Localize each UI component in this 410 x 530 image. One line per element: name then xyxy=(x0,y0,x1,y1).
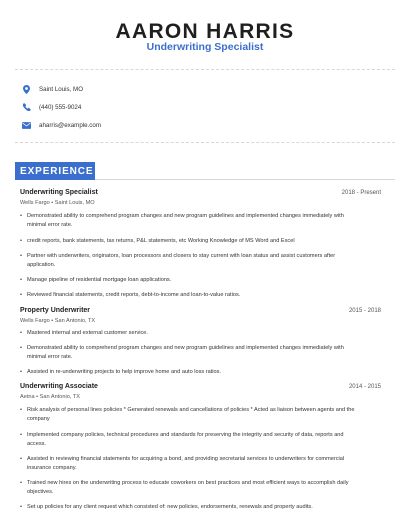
header-divider xyxy=(15,69,395,70)
resume-title: Underwriting Specialist xyxy=(146,41,264,53)
job-bullet: • Demonstrated ability to comprehend program changes and new program guidelines and implemented changes immediately with minimal error rate. xyxy=(20,345,344,360)
contact-location-text: Saint Louis, MO xyxy=(39,85,84,93)
job-title: Underwriting Associate xyxy=(20,383,98,390)
job-dates: 2015 - 2018 xyxy=(348,308,381,314)
contact-divider xyxy=(15,142,395,143)
section-rule xyxy=(95,179,395,180)
job-bullet: • Implemented company policies, technical procedures and standards for preserving the integrity and security of data, reports and access. xyxy=(20,432,344,447)
phone-icon xyxy=(22,103,31,112)
job-meta: Wells Fargo • San Antonio, TX xyxy=(20,318,96,324)
job-dates: 2018 - Present xyxy=(341,190,381,196)
contact-location xyxy=(22,83,83,95)
job-bullet: • Partner with underwriters, originators, loan processors and closers to stay current with loan status and assist customers after application. xyxy=(20,253,336,268)
job-title: Property Underwriter xyxy=(20,307,91,314)
job-bullet: • Mastered internal and external customer service. xyxy=(20,330,148,336)
job-bullet: • Assisted in reviewing financial statements for acquiring a bond, and providing secretarial services to underwriters for commercial insurance company. xyxy=(20,456,345,471)
job-meta: Aetna • San Antonio, TX xyxy=(20,394,81,400)
contact-phone xyxy=(22,101,81,113)
job-bullet: • Manage pipeline of residential mortgage loan applications. xyxy=(20,277,172,283)
map-pin-icon xyxy=(22,85,31,94)
resume-name: AARON HARRIS xyxy=(115,20,295,43)
job-bullet: • Assisted in re-underwriting projects to help improve home and auto loss ratios. xyxy=(20,369,222,375)
job-bullet: • Risk analysis of personal lines policies * Generated renewals and cancellations of policies * Acted as liaison between agents and the company xyxy=(20,407,355,422)
job-bullet: • Demonstrated ability to comprehend program changes and new program guidelines and implemented changes immediately with minimal error rate. xyxy=(20,213,344,228)
job-meta: Wells Fargo • Saint Louis, MO xyxy=(20,200,95,206)
contact-email xyxy=(22,119,101,131)
contact-phone-text: (440) 555-9024 xyxy=(39,103,82,111)
section-heading-experience: EXPERIENCE xyxy=(15,162,95,180)
job-bullet: • Set up policies for any client request which consisted of: new policies, endorsements, renewals and property audits. xyxy=(20,504,313,510)
job-title: Underwriting Specialist xyxy=(20,189,98,196)
envelope-icon xyxy=(22,121,31,130)
job-dates: 2014 - 2015 xyxy=(348,384,381,390)
job-bullet: • Reviewed financial statements, credit reports, debt-to-income and loan-to-value ratios. xyxy=(20,292,241,298)
contact-email-text: aharris@example.com xyxy=(39,121,101,129)
job-bullet: • credit reports, bank statements, tax returns, P&L statements, etc Working Knowledge of MS Word and Excel xyxy=(20,238,295,244)
job-bullet: • Trained new hires on the underwriting process to educate coworkers on best practices and most efficient ways to accomplish daily objectives. xyxy=(20,480,349,495)
